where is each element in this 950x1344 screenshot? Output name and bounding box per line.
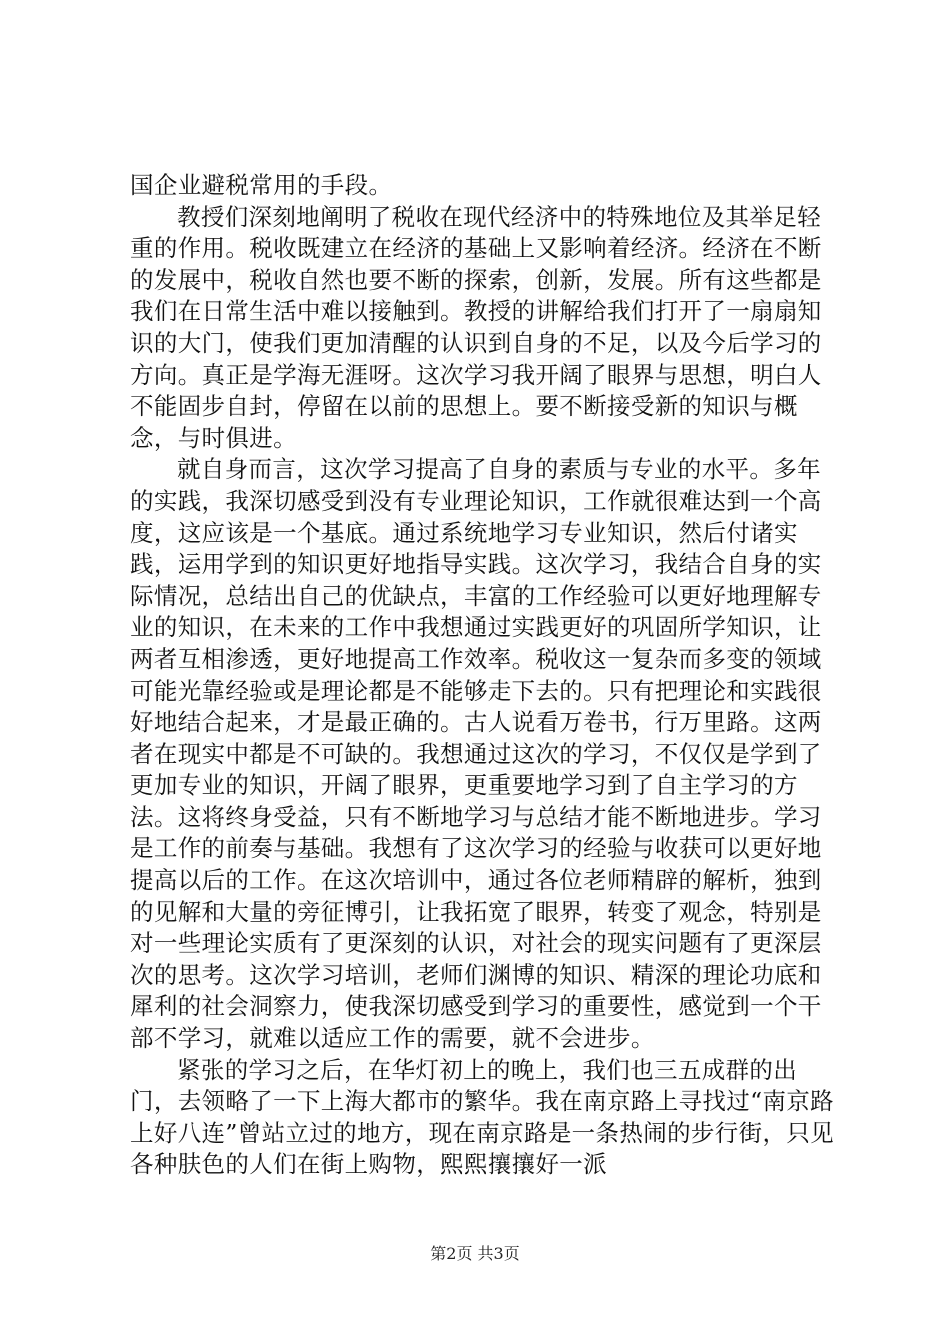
document-body [130, 170, 835, 1181]
paragraph-continuation: 国企业避税常用的手段。 [130, 171, 393, 199]
paragraph-self-improvement: 就自身而言，这次学习提高了自身的素质与专业的水平。多年的实践，我深切感受到没有专业理论知识，工作就很难达到一个高度，这应该是一个基底。通过系统地学习专业知识，然后付诸实践，运用学到的知识更好地指导实践。这次学习，我结合自身的实际情况，总结出自己的优缺点，丰富的工作经验可以更好地理解专业的知识，在未来的工作中我想通过实践更好的巩固所学知识，让两者互相渗透，更好地提高工作效率。税收这一复杂而多变的领域可能光靠经验或是理论都是不能够走下去的。只有把理论和实践很好地结合起来，才是最正确的。古人说看万卷书，行万里路。这两者在现实中都是不可缺的。我想通过这次的学习，不仅仅是学到了更加专业的知识，开阔了眼界，更重要地学习到了自主学习的方法。这将终身受益，只有不断地学习与总结才能不断地进步。学习是工作的前奏与基础。我想有了这次学习的经验与收获可以更好地提高以后的工作。在这次培训中，通过各位老师精辟的解析，独到的见解和大量的旁征博引，让我拓宽了眼界，转变了观念，特别是对一些理论实质有了更深刻的认识，对社会的现实问题有了更深层次的思考。这次学习培训，老师们渊博的知识、精深的理论功底和犀利的社会洞察力，使我深切感受到学习的重要性，感觉到一个干部不学习，就难以适应工作的需要，就不会进步。 [130, 455, 822, 1053]
paragraph-nanjing-road: 紧张的学习之后，在华灯初上的晚上，我们也三五成群的出门，去领略了一下上海大都市的繁华。我在南京路上寻找过“南京路上好八连”曾站立过的地方，现在南京路是一条热闹的步行街，只见各种肤色的人们在街上购物，熙熙攘攘好一派 [130, 1055, 835, 1179]
page-footer: 第2页 共3页 [430, 1244, 520, 1263]
paragraph-professors-tax: 教授们深刻地阐明了税收在现代经济中的特殊地位及其举足轻重的作用。税收既建立在经济的基础上又影响着经济。经济在不断的发展中，税收自然也要不断的探索，创新，发展。所有这些都是我们在日常生活中难以接触到。教授的讲解给我们打开了一扇扇知识的大门，使我们更加清醒的认识到自身的不足，以及今后学习的方向。真正是学海无涯呀。这次学习我开阔了眼界与思想，明白人不能固步自封，停留在以前的思想上。要不断接受新的知识与概念，与时俱进。 [130, 202, 822, 452]
